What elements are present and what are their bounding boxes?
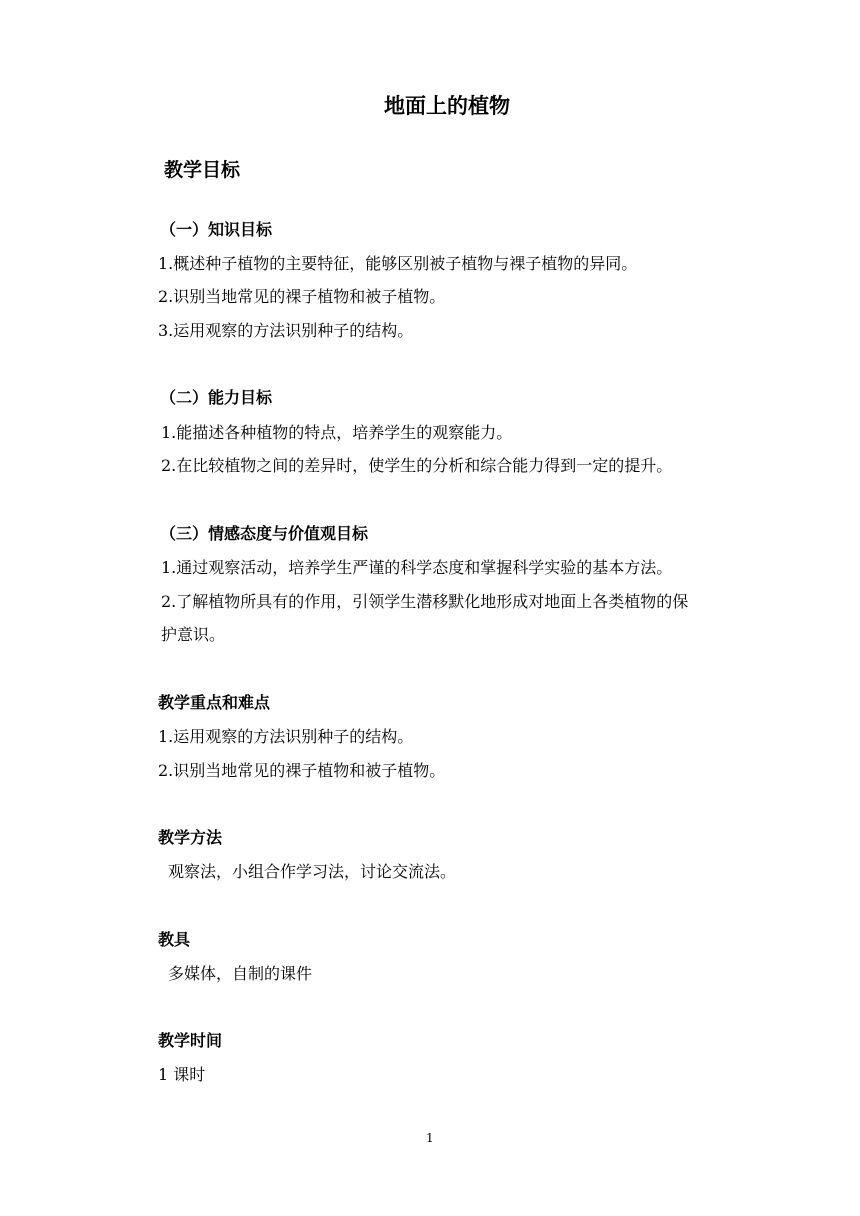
page-number: 1: [426, 1131, 434, 1145]
tools-text: 多媒体，自制的课件: [168, 964, 313, 983]
key-point-item-1: 1.运用观察的方法识别种子的结构。: [158, 727, 414, 746]
key-point-item-2: 2.识别当地常见的裸子植物和被子植物。: [158, 761, 446, 780]
emotion-item-1: 1.通过观察活动，培养学生严谨的科学态度和掌握科学实验的基本方法。: [161, 558, 673, 577]
section-heading-methods: 教学方法: [158, 828, 223, 847]
knowledge-item-1: 1.概述种子植物的主要特征，能够区别被子植物与裸子植物的异同。: [158, 254, 638, 273]
subsection-heading-knowledge: （一）知识目标: [160, 220, 273, 239]
subsection-heading-emotion: （三）情感态度与价值观目标: [160, 524, 369, 543]
section-heading-tools: 教具: [158, 930, 191, 949]
section-heading-objectives: 教学目标: [164, 159, 241, 181]
emotion-item-2-continued: 护意识。: [161, 625, 226, 644]
knowledge-item-3: 3.运用观察的方法识别种子的结构。: [158, 321, 414, 340]
document-title: 地面上的植物: [384, 94, 510, 118]
section-heading-key-points: 教学重点和难点: [158, 693, 271, 712]
emotion-item-2: 2.了解植物所具有的作用，引领学生潜移默化地形成对地面上各类植物的保: [161, 592, 689, 611]
knowledge-item-2: 2.识别当地常见的裸子植物和被子植物。: [158, 287, 446, 306]
ability-item-1: 1.能描述各种植物的特点，培养学生的观察能力。: [161, 423, 513, 442]
ability-item-2: 2.在比较植物之间的差异时，使学生的分析和综合能力得到一定的提升。: [161, 456, 673, 475]
section-heading-time: 教学时间: [158, 1031, 223, 1050]
methods-text: 观察法，小组合作学习法，讨论交流法。: [168, 862, 457, 881]
subsection-heading-ability: （二）能力目标: [160, 388, 273, 407]
time-text: 1 课时: [158, 1065, 206, 1084]
